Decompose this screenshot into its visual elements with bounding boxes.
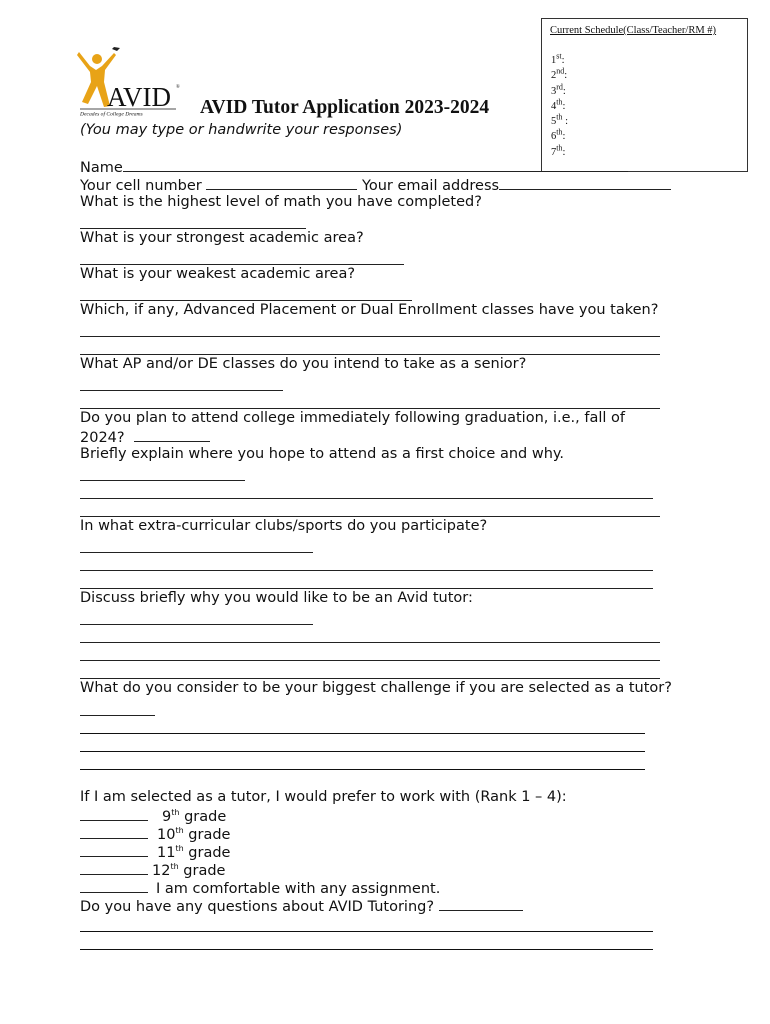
avid-logo [76, 46, 182, 118]
ap-taken-line-1[interactable] [80, 336, 660, 337]
challenge-line-3[interactable] [80, 751, 645, 752]
prefer-question: If I am selected as a tutor, I would prefer to work with (Rank 1 – 4): [80, 789, 567, 805]
questions-line-2[interactable] [80, 949, 653, 950]
clubs-line-2[interactable] [80, 570, 653, 571]
ap-taken-question: Which, if any, Advanced Placement or Dual Enrollment classes have you taken? [80, 302, 659, 318]
schedule-period-3[interactable]: 3rd: [551, 82, 566, 97]
questions-label: Do you have any questions about AVID Tutoring? [80, 899, 435, 915]
rank-blank-10th[interactable] [80, 824, 148, 839]
avid-tagline: Decades of College Dreams [80, 111, 143, 118]
schedule-period-7[interactable]: 7th: [551, 143, 566, 158]
name-label: Name [80, 160, 123, 176]
cell-label: Your cell number [80, 178, 202, 194]
instructions-subtitle: (You may type or handwrite your responses) [80, 122, 403, 138]
math-question: What is the highest level of math you have completed? [80, 194, 482, 210]
why-tutor-line-1[interactable] [80, 624, 313, 625]
current-schedule-box [541, 18, 748, 172]
clubs-line-1[interactable] [80, 552, 313, 553]
strongest-question: What is your strongest academic area? [80, 230, 364, 246]
rank-row-11th: 11th grade [80, 842, 230, 862]
ap-senior-question: What AP and/or DE classes do you intend to take as a senior? [80, 356, 527, 372]
clubs-question: In what extra-curricular clubs/sports do you participate? [80, 518, 488, 534]
questions-row [80, 896, 523, 916]
schedule-period-6[interactable]: 6th: [551, 127, 566, 143]
weakest-question: What is your weakest academic area? [80, 266, 356, 282]
college-question: Do you plan to attend college immediately following graduation, i.e., fall of [80, 410, 625, 426]
rank-row-12th: 12th grade [80, 860, 225, 880]
rank-blank-12th[interactable] [80, 860, 148, 875]
challenge-line-1[interactable] [80, 715, 155, 716]
rank-blank-11th[interactable] [80, 842, 148, 857]
challenge-question: What do you consider to be your biggest challenge if you are selected as a tutor? [80, 680, 672, 696]
college-answer-blank[interactable] [134, 427, 210, 442]
challenge-line-4[interactable] [80, 769, 645, 770]
cell-blank[interactable] [206, 175, 357, 190]
rank-blank-any[interactable] [80, 878, 148, 893]
rank-row-any: I am comfortable with any assignment. [80, 878, 440, 898]
questions-blank[interactable] [439, 896, 523, 911]
schedule-heading: Current Schedule(Class/Teacher/RM #) [550, 25, 717, 36]
rank-row-9th: 9th grade [80, 806, 226, 826]
name-row [80, 157, 628, 177]
email-label: Your email address [361, 178, 500, 194]
questions-line-1[interactable] [80, 931, 653, 932]
why-tutor-line-2[interactable] [80, 642, 660, 643]
explain-line-2[interactable] [80, 498, 653, 499]
avid-wordmark: AVID [107, 82, 172, 112]
why-tutor-line-3[interactable] [80, 660, 660, 661]
schedule-period-1[interactable]: 1st: [551, 51, 565, 66]
name-blank[interactable] [123, 157, 628, 172]
explain-question: Briefly explain where you hope to attend as a first choice and why. [80, 446, 565, 462]
why-tutor-question: Discuss briefly why you would like to be an Avid tutor: [80, 590, 473, 606]
rank-blank-9th[interactable] [80, 806, 148, 821]
contact-row [80, 175, 671, 195]
schedule-period-5[interactable]: 5th : [551, 112, 569, 128]
rank-row-10th: 10th grade [80, 824, 230, 844]
page-title: AVID Tutor Application 2023-2024 [200, 97, 490, 118]
svg-text:®: ® [176, 85, 180, 90]
ap-senior-line-1[interactable] [80, 390, 283, 391]
schedule-period-2[interactable]: 2nd: [551, 66, 568, 82]
email-blank[interactable] [499, 175, 671, 190]
college-question-cont: 2024? [80, 427, 210, 447]
schedule-period-list [551, 53, 568, 160]
challenge-line-2[interactable] [80, 733, 645, 734]
explain-line-1[interactable] [80, 480, 245, 481]
schedule-period-4[interactable]: 4th: [551, 97, 566, 112]
